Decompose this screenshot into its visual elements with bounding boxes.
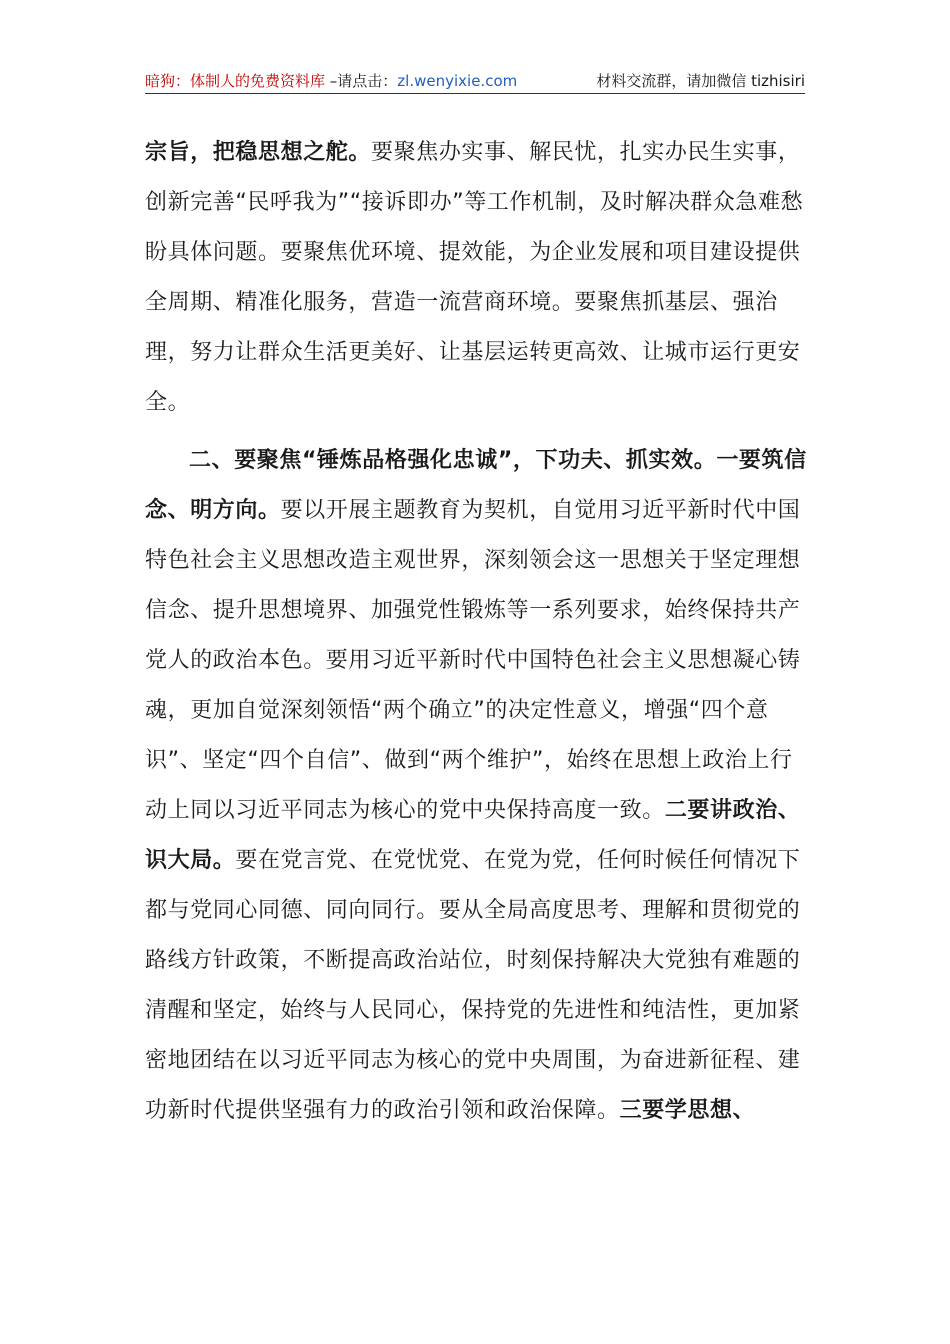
page-header — [145, 70, 805, 92]
paragraph-2-text-1: 要以开展主题教育为契机，自觉用习近平新时代中国特色社会主义思想改造主观世界，深刻领会这一思想关于坚定理想信念、提升思想境界、加强党性锻炼等一系列要求，始终保持共产党人的政治本色。要用习近平新时代中国特色社会主义思想凝心铸魂，更加自觉深刻领悟“两个确立”的决定性意义，增强“四个意识”、坚定“四个自信”、做到“两个维护”，始终在思想上政治上行动上同以习近平同志为核心的党中央保持高度一致。 — [145, 498, 801, 823]
header-link[interactable]: zl.wenyixie.com — [397, 72, 518, 90]
paragraph-1 — [145, 128, 815, 428]
document-body — [145, 128, 815, 1136]
header-brand: 暗狗：体制人的免费资料库 — [145, 72, 326, 90]
header-note: 材料交流群，请加微信 tizhisiri — [596, 72, 805, 90]
paragraph-2-subheading-2: 二要讲政治、识大局。 — [145, 798, 801, 873]
paragraph-2-heading: 二、要聚焦“锤炼品格强化忠诚”，下功夫、抓实效。一要筑信念、明方向。 — [145, 448, 807, 523]
paragraph-2-subheading-3: 三要学思想、 — [619, 1098, 756, 1123]
paragraph-1-text: 要聚焦办实事、解民忧，扎实办民生实事，创新完善“民呼我为”“接诉即办”等工作机制，及时解决群众急难愁盼具体问题。要聚焦优环境、提效能，为企业发展和项目建设提供全周期、精准化服务，营造一流营商环境。要聚焦抓基层、强治理，努力让群众生活更美好、让基层运转更高效、让城市运行更安全。 — [145, 140, 804, 415]
header-prompt: –请点击： — [325, 72, 398, 90]
header-divider — [145, 93, 805, 94]
paragraph-1-bold: 宗旨，把稳思想之舵。 — [145, 140, 372, 165]
paragraph-2 — [145, 436, 815, 1136]
paragraph-2-text-2: 要在党言党、在党忧党、在党为党，任何时候任何情况下都与党同心同德、同向同行。要从全局高度思考、理解和贯彻党的路线方针政策，不断提高政治站位，时刻保持解决大党独有难题的清醒和坚定，始终与人民同心，保持党的先进性和纯洁性，更加紧密地团结在以习近平同志为核心的党中央周围，为奋进新征程、建功新时代提供坚强有力的政治引领和政治保障。 — [145, 848, 801, 1123]
